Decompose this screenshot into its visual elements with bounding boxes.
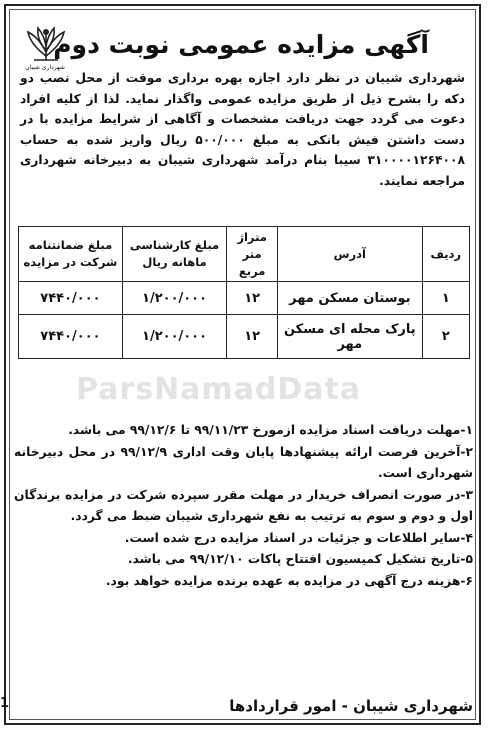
note-item: ۵-تاریخ تشکیل کمیسیون افتتاح پاکات ۹۹/۱۲/۱۰ می باشد. xyxy=(127,552,473,566)
row-expert-price: ۱/۲۰۰/۰۰۰ xyxy=(122,315,226,359)
row-deposit: ۷۴۴۰/۰۰۰ xyxy=(19,315,123,359)
note-item: ۳-در صورت انصراف خریدار در مهلت مقرر سپرده شرکت در مزایده برندگان اول و دوم و سوم به ترتیب به نفع شهرداری شیبان ضبط می گردد. xyxy=(14,487,473,523)
row-number: ۲ xyxy=(422,315,469,359)
header-expert-price xyxy=(122,227,226,282)
logo-caption: شهرداری شیبان xyxy=(25,64,65,71)
row-expert-price: ۱/۲۰۰/۰۰۰ xyxy=(122,282,226,315)
row-address: بوستان مسکن مهر xyxy=(278,282,423,315)
header-deposit-line2: شرکت در مزایده xyxy=(23,255,118,269)
edge-number: 1 xyxy=(0,696,10,711)
table-header-row xyxy=(19,227,470,282)
row-deposit: ۷۴۴۰/۰۰۰ xyxy=(19,282,123,315)
header-expert-line1: مبلغ کارشناسی xyxy=(129,238,220,252)
watermark: ParsNamadData xyxy=(76,372,362,407)
header-area-line2: متر مربع xyxy=(238,246,266,278)
intro-paragraph: شهرداری شیبان در نظر دارد اجازه بهره برداری موقت از محل نصب دو دکه را بشرح ذیل از طریق مزایده عمومی واگذار نماید. لذا از کلیه افراد دعوت می گردد جهت دریافت مشخصات و آگاهی از شرایط مزایده با در دست داشتن فیش بانکی به مبلغ ۵۰۰/۰۰۰ ریال واریز شده به حساب ۳۱۰۰۰۰۱۲۶۴۰۰۸ سیبا بنام درآمد شهرداری شیبان به دبیرخانه شهرداری مراجعه نمایند. xyxy=(20,71,465,188)
header-area xyxy=(227,227,278,282)
table-row xyxy=(19,315,470,359)
header-area-line1: متراژ xyxy=(237,229,267,244)
ad-header xyxy=(14,20,471,72)
header-expert-line2: ماهانه ریال xyxy=(142,255,207,269)
table-row xyxy=(19,282,470,315)
row-area: ۱۲ xyxy=(227,282,278,315)
note-item: ۲-آخرین فرصت ارائه پیشنهادها پایان وقت اداری ۹۹/۱۲/۹ در محل دبیرخانه شهرداری است. xyxy=(14,444,474,480)
signature: شهرداری شیبان - امور قراردادها xyxy=(229,697,473,715)
notes-list xyxy=(14,420,473,592)
note-item: ۶-هزینه درج آگهی در مزایده به عهده برنده مزایده خواهد بود. xyxy=(105,573,473,588)
header-address: آدرس xyxy=(278,227,423,282)
auction-items-table xyxy=(18,226,470,359)
row-number: ۱ xyxy=(422,282,469,315)
note-item: ۱-مهلت دریافت اسناد مزایده ازمورخ ۹۹/۱۱/۲۳ تا ۹۹/۱۲/۶ می باشد. xyxy=(68,423,473,437)
row-area: ۱۲ xyxy=(227,315,278,359)
row-address: پارک محله ای مسکن مهر xyxy=(278,315,423,359)
ad-title: آگهی مزایده عمومی نوبت دوم xyxy=(53,30,429,59)
header-deposit-line1: مبلغ ضمانتنامه xyxy=(28,238,113,252)
note-item: ۴-سایر اطلاعات و جزئیات در اسناد مزایده درج شده است. xyxy=(124,530,473,545)
header-row-number: ردیف xyxy=(422,227,469,282)
header-deposit xyxy=(19,227,123,282)
ad-frame xyxy=(4,4,481,725)
